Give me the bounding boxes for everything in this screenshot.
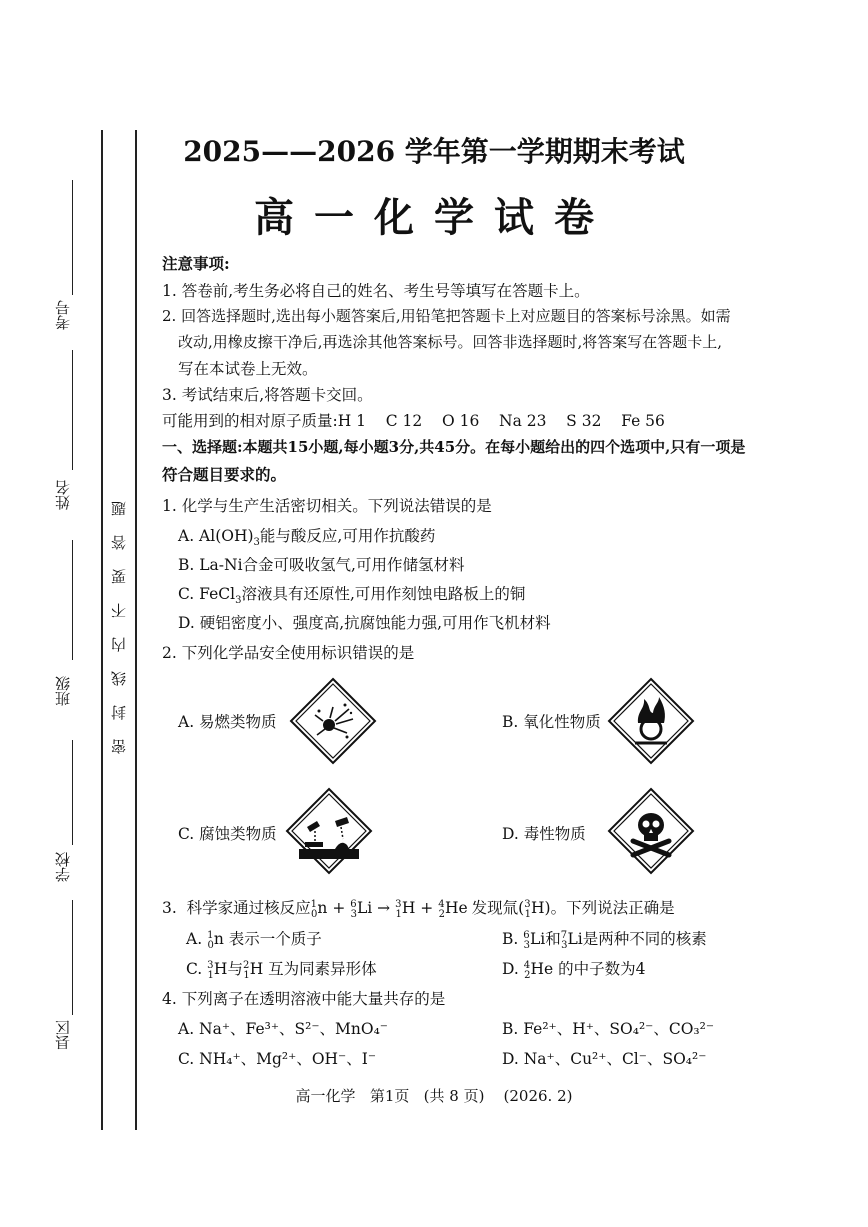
q3-stem-end: )。下列说法正确是 xyxy=(544,899,675,917)
q3-b-mid: Li和 xyxy=(530,930,561,948)
page-footer: 高一化学 第1页 (共 8 页) (2026. 2) xyxy=(295,1087,573,1105)
class-label: 班级 xyxy=(54,676,72,706)
oxidizer-icon xyxy=(607,677,695,765)
li-sup: 6 xyxy=(350,898,357,910)
exam-title: 2025——2026 学年第一学期期末考试 xyxy=(183,135,685,168)
q1-c-sub: 3 xyxy=(235,595,242,607)
q1-a-sub: 3 xyxy=(253,537,260,549)
q3-c-sup2: 2 xyxy=(242,959,250,971)
q3-c-sub1: 1 xyxy=(207,970,214,982)
q4-option-b[interactable]: B. Fe²⁺、H⁺、SO₄²⁻、CO₃²⁻ xyxy=(502,1020,715,1038)
q3-b-sub2: 3 xyxy=(561,940,568,952)
he-sup: 4 xyxy=(438,898,445,910)
t-sup: 3 xyxy=(524,898,531,910)
notice-item-1: 1. 答卷前,考生务必将自己的姓名、考生号等填写在答题卡上。 xyxy=(162,282,590,300)
q1-a-pre: A. Al(OH) xyxy=(178,527,254,545)
q3-b-pre: B. xyxy=(502,930,524,948)
q4-option-a[interactable]: A. Na⁺、Fe³⁺、S²⁻、MnO₄⁻ xyxy=(178,1020,388,1038)
arrow: → xyxy=(372,899,396,917)
school-blank[interactable] xyxy=(72,900,73,1015)
q3-option-b[interactable] xyxy=(502,927,707,951)
q1-option-a[interactable] xyxy=(178,524,435,548)
q3-option-d[interactable] xyxy=(502,957,645,981)
binding-line-outer xyxy=(101,130,103,1130)
exam-subtitle: 高一化学试卷 xyxy=(254,194,614,241)
name-label: 姓名 xyxy=(54,480,72,510)
q3-option-c[interactable] xyxy=(186,957,377,981)
county-label: 县区 xyxy=(54,1020,72,1050)
notice-item-2: 2. 回答选择题时,选出每小题答案后,用铅笔把答题卡上对应题目的答案标号涂黑。如需 xyxy=(162,307,731,325)
notice-item-2-end: 写在本试卷上无效。 xyxy=(178,360,318,378)
q3-c-sub2: 1 xyxy=(243,970,250,982)
q3-b-sup2: 7 xyxy=(560,929,568,941)
q2-option-d[interactable]: D. 毒性物质 xyxy=(502,825,586,843)
li-sub: 3 xyxy=(350,909,357,921)
name-blank[interactable] xyxy=(72,540,73,660)
q3-a-post: n 表示一个质子 xyxy=(213,930,322,948)
plus-1: + xyxy=(327,899,351,917)
q3-stem xyxy=(162,896,675,920)
t-symbol: H xyxy=(530,899,545,917)
plus-2: + xyxy=(415,899,439,917)
q4-option-c[interactable]: C. NH₄⁺、Mg²⁺、OH⁻、I⁻ xyxy=(178,1050,377,1068)
q3-b-sub1: 3 xyxy=(523,940,530,952)
q1-c-post: 溶液具有还原性,可用作刻蚀电路板上的铜 xyxy=(241,585,526,603)
section1-heading: 一、选择题:本题共15小题,每小题3分,共45分。在每小题给出的四个选项中,只有一项是 xyxy=(162,438,746,456)
q1-c-pre: C. FeCl xyxy=(178,585,236,603)
q3-d-pre: D. xyxy=(502,960,524,978)
q4-stem: 4. 下列离子在透明溶液中能大量共存的是 xyxy=(162,990,446,1008)
q3-c-post: H 互为同素异形体 xyxy=(249,960,377,978)
atomic-masses: 可能用到的相对原子质量:H 1 C 12 O 16 Na 23 S 32 Fe 56 xyxy=(162,412,665,430)
q2-stem: 2. 下列化学品安全使用标识错误的是 xyxy=(162,644,415,662)
q2-option-c[interactable]: C. 腐蚀类物质 xyxy=(178,825,277,843)
binding-line-inner xyxy=(135,130,137,1130)
q1-stem: 1. 化学与生产生活密切相关。下列说法错误的是 xyxy=(162,497,492,515)
notice-heading: 注意事项: xyxy=(162,254,230,273)
n-symbol: n xyxy=(317,899,328,917)
n-sub: 0 xyxy=(311,909,318,921)
school-label: 学校 xyxy=(54,852,72,882)
q1-option-b[interactable]: B. La-Ni合金可吸收氢气,可用作储氢材料 xyxy=(178,556,465,574)
q1-option-c[interactable] xyxy=(178,582,525,606)
q3-stem-pre: 3. 科学家通过核反应 xyxy=(162,899,311,917)
q1-option-d[interactable]: D. 硬铝密度小、强度高,抗腐蚀能力强,可用作飞机材料 xyxy=(178,614,551,632)
seal-notice: 密封线内不要答题 xyxy=(110,482,128,754)
q3-a-sup: 1 xyxy=(207,929,214,941)
toxic-icon xyxy=(607,787,695,875)
q3-stem-post: 发现氚( xyxy=(471,899,525,917)
corrosive-icon xyxy=(285,787,373,875)
notice-item-3: 3. 考试结束后,将答题卡交回。 xyxy=(162,386,373,404)
he-sub: 2 xyxy=(438,909,445,921)
q3-b-post: Li是两种不同的核素 xyxy=(567,930,707,948)
q1-a-post: 能与酸反应,可用作抗酸药 xyxy=(259,527,436,545)
q3-c-pre: C. xyxy=(186,960,208,978)
q3-option-a[interactable] xyxy=(186,927,322,951)
q4-option-d[interactable]: D. Na⁺、Cu²⁺、Cl⁻、SO₄²⁻ xyxy=(502,1050,707,1068)
exam-number-blank-lower[interactable] xyxy=(72,350,73,470)
q3-c-sup1: 3 xyxy=(207,959,214,971)
explosive-icon xyxy=(289,677,377,765)
q3-d-sub: 2 xyxy=(524,970,531,982)
h-sub: 1 xyxy=(395,909,402,921)
q2-option-b[interactable]: B. 氧化性物质 xyxy=(502,713,601,731)
q3-d-post: He 的中子数为4 xyxy=(530,960,646,978)
q3-a-pre: A. xyxy=(186,930,208,948)
notice-item-2-cont: 改动,用橡皮擦干净后,再选涂其他答案标号。回答非选择题时,将答案写在答题卡上, xyxy=(178,333,723,351)
n-sup: 1 xyxy=(310,898,318,910)
class-blank[interactable] xyxy=(72,740,73,845)
q2-option-a[interactable]: A. 易燃类物质 xyxy=(178,713,277,731)
q3-a-sub: 0 xyxy=(207,940,214,952)
q3-d-sup: 4 xyxy=(523,959,531,971)
h-symbol: H xyxy=(401,899,416,917)
li-symbol: Li xyxy=(356,899,373,917)
q3-b-sup1: 6 xyxy=(523,929,530,941)
exam-number-label: 考号 xyxy=(54,300,72,330)
section1-heading-cont: 符合题目要求的。 xyxy=(162,465,287,484)
h-sup: 3 xyxy=(395,898,402,910)
he-symbol: He xyxy=(444,899,468,917)
t-sub: 1 xyxy=(524,909,531,921)
q3-c-mid: H与 xyxy=(213,960,243,978)
